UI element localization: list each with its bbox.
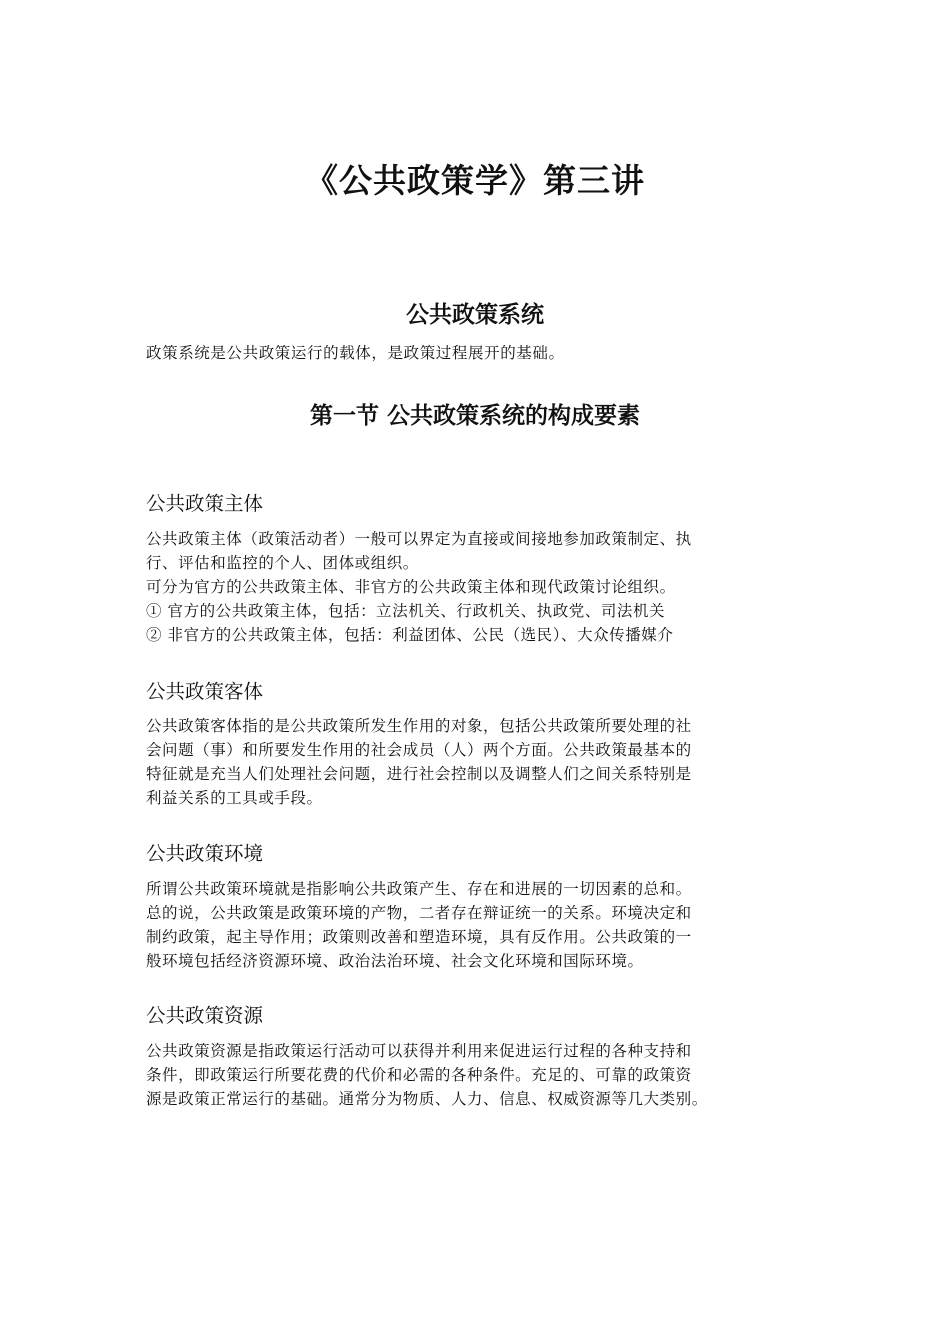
resources-paragraph (146, 1039, 810, 1111)
environment-heading: 公共政策环境 (146, 842, 264, 865)
text-line: 公共政策主体（政策活动者）一般可以界定为直接或间接地参加政策制定、执 (146, 530, 692, 548)
section-heading: 第一节 公共政策系统的构成要素 (309, 403, 640, 429)
text-line: 制约政策，起主导作用；政策则改善和塑造环境，具有反作用。公共政策的一 (146, 928, 692, 946)
text-line: 行、评估和监控的个人、团体或组织。 (146, 554, 419, 572)
resources-heading: 公共政策资源 (146, 1004, 264, 1027)
text-line: 般环境包括经济资源环境、政治法治环境、社会文化环境和国际环境。 (146, 952, 644, 970)
text-line: 可分为官方的公共政策主体、非官方的公共政策主体和现代政策讨论组织。 (146, 578, 676, 596)
system-heading: 公共政策系统 (406, 302, 544, 328)
document-title: 《公共政策学》第三讲 (305, 161, 645, 200)
subjects-heading: 公共政策主体 (146, 492, 264, 515)
intro-paragraph: 政策系统是公共政策运行的载体，是政策过程展开的基础。 (146, 344, 565, 362)
text-line: 条件，即政策运行所要花费的代价和必需的各种条件。充足的、可靠的政策资 (146, 1066, 692, 1084)
text-line: 总的说，公共政策是政策环境的产物，二者存在辩证统一的关系。环境决定和 (146, 904, 692, 922)
text-line: 源是政策正常运行的基础。通常分为物质、人力、信息、权威资源等几大类别。 (146, 1090, 708, 1108)
subjects-paragraph (146, 527, 810, 647)
text-line: 利益关系的工具或手段。 (146, 789, 323, 807)
objects-paragraph (146, 714, 810, 810)
text-line: 公共政策资源是指政策运行活动可以获得并利用来促进运行过程的各种支持和 (146, 1042, 692, 1060)
list-item-unofficial: ② 非官方的公共政策主体，包括：利益团体、公民（选民）、大众传播媒介 (146, 626, 674, 644)
objects-heading: 公共政策客体 (146, 680, 264, 703)
text-line: 会问题（事）和所要发生作用的社会成员（人）两个方面。公共政策最基本的 (146, 741, 692, 759)
text-line: 特征就是充当人们处理社会问题，进行社会控制以及调整人们之间关系特别是 (146, 765, 692, 783)
text-line: 所谓公共政策环境就是指影响公共政策产生、存在和进展的一切因素的总和。 (146, 880, 692, 898)
environment-paragraph (146, 877, 810, 973)
list-item-official: ① 官方的公共政策主体，包括：立法机关、行政机关、执政党、司法机关 (146, 602, 666, 620)
text-line: 公共政策客体指的是公共政策所发生作用的对象，包括公共政策所要处理的社 (146, 717, 692, 735)
